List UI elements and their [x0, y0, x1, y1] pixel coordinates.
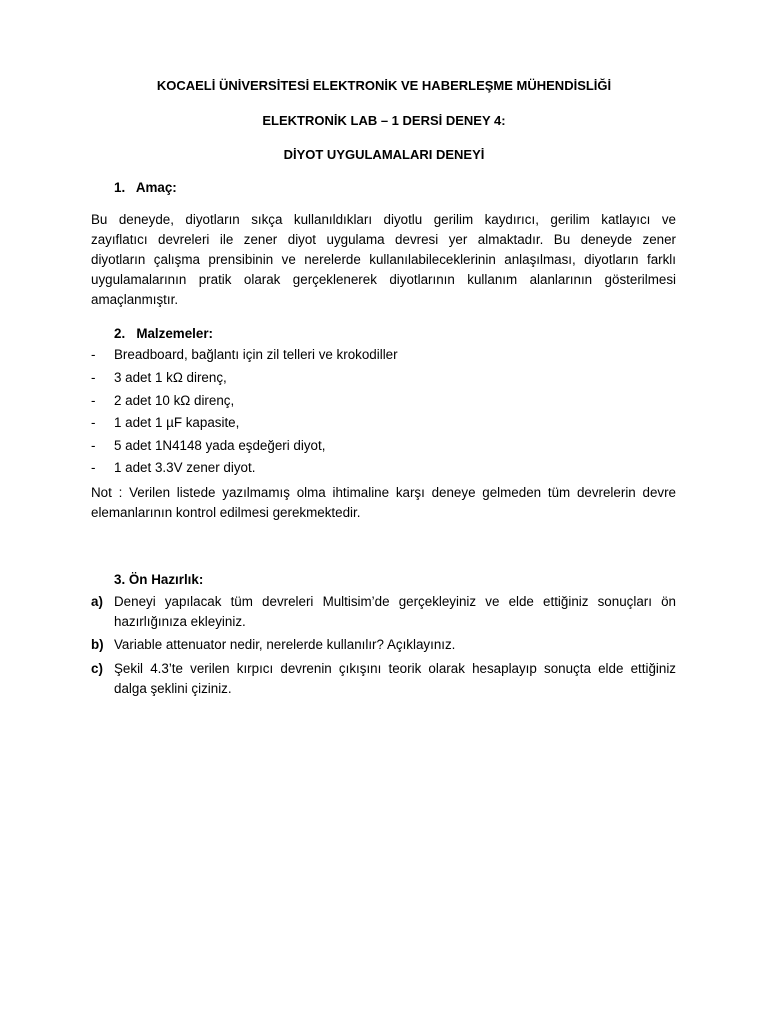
item-label-b: b) [91, 637, 104, 652]
experiment-title: DİYOT UYGULAMALARI DENEYİ [283, 147, 485, 162]
list-item: 1 adet 3.3V zener diyot. [114, 460, 256, 475]
section-heading-malzemeler: 2. Malzemeler: [114, 326, 213, 341]
list-item: 5 adet 1N4148 yada eşdeğeri diyot, [114, 438, 326, 453]
list-item: 2 adet 10 kΩ direnç, [114, 393, 235, 408]
item-label-c: c) [91, 661, 103, 676]
paragraph-line: diyotların çalışma prensibinin ve nerelerde kullanılabileceklerinin anlaşılması, diyotların farklı [91, 252, 676, 267]
list-bullet: - [91, 415, 96, 430]
section-heading-on-hazirlik: 3. Ön Hazırlık: [114, 572, 204, 587]
item-label-a: a) [91, 594, 103, 609]
list-bullet: - [91, 393, 96, 408]
list-item: 1 adet 1 µF kapasite, [114, 415, 240, 430]
prep-item-line: hazırlığınıza ekleyiniz. [114, 614, 246, 629]
prep-item-line: Variable attenuator nedir, nerelerde kullanılır? Açıklayınız. [114, 637, 456, 652]
list-bullet: - [91, 460, 96, 475]
prep-item-line: Şekil 4.3’te verilen kırpıcı devrenin çıkışını teorik olarak hesaplayıp sonuçta elde ettiğiniz [114, 661, 676, 676]
paragraph-line: amaçlanmıştır. [91, 292, 179, 307]
list-item: 3 adet 1 kΩ direnç, [114, 370, 227, 385]
list-bullet: - [91, 347, 96, 362]
prep-item-line: dalga şeklini çiziniz. [114, 681, 232, 696]
section-heading-amac: 1. Amaç: [114, 180, 177, 195]
list-item: Breadboard, bağlantı için zil telleri ve krokodiller [114, 347, 398, 362]
paragraph-line: zayıflatıcı devreleri ile zener diyot uygulama devresi yer almaktadır. Bu deneyde zener [91, 232, 676, 247]
paragraph-line: uygulamalarının pratik olarak gerçeklenerek diyotlarının kullanım alanlarının gösterilmesi [91, 272, 676, 287]
list-bullet: - [91, 438, 96, 453]
university-heading: KOCAELİ ÜNİVERSİTESİ ELEKTRONİK VE HABERLEŞME MÜHENDİSLİĞİ [156, 78, 612, 93]
list-bullet: - [91, 370, 96, 385]
course-heading: ELEKTRONİK LAB – 1 DERSİ DENEY 4: [262, 113, 506, 128]
prep-item-line: Deneyi yapılacak tüm devreleri Multisim’de gerçekleyiniz ve elde ettiğiniz sonuçları ön [114, 594, 676, 609]
note-line: Not : Verilen listede yazılmamış olma ihtimaline karşı deneye gelmeden tüm devrelerin devre [91, 485, 676, 500]
paragraph-line: Bu deneyde, diyotların sıkça kullanıldıkları diyotlu gerilim kaydırıcı, gerilim katlayıcı ve [91, 212, 676, 227]
note-line: elemanlarının kontrol edilmesi gerekmektedir. [91, 505, 361, 520]
